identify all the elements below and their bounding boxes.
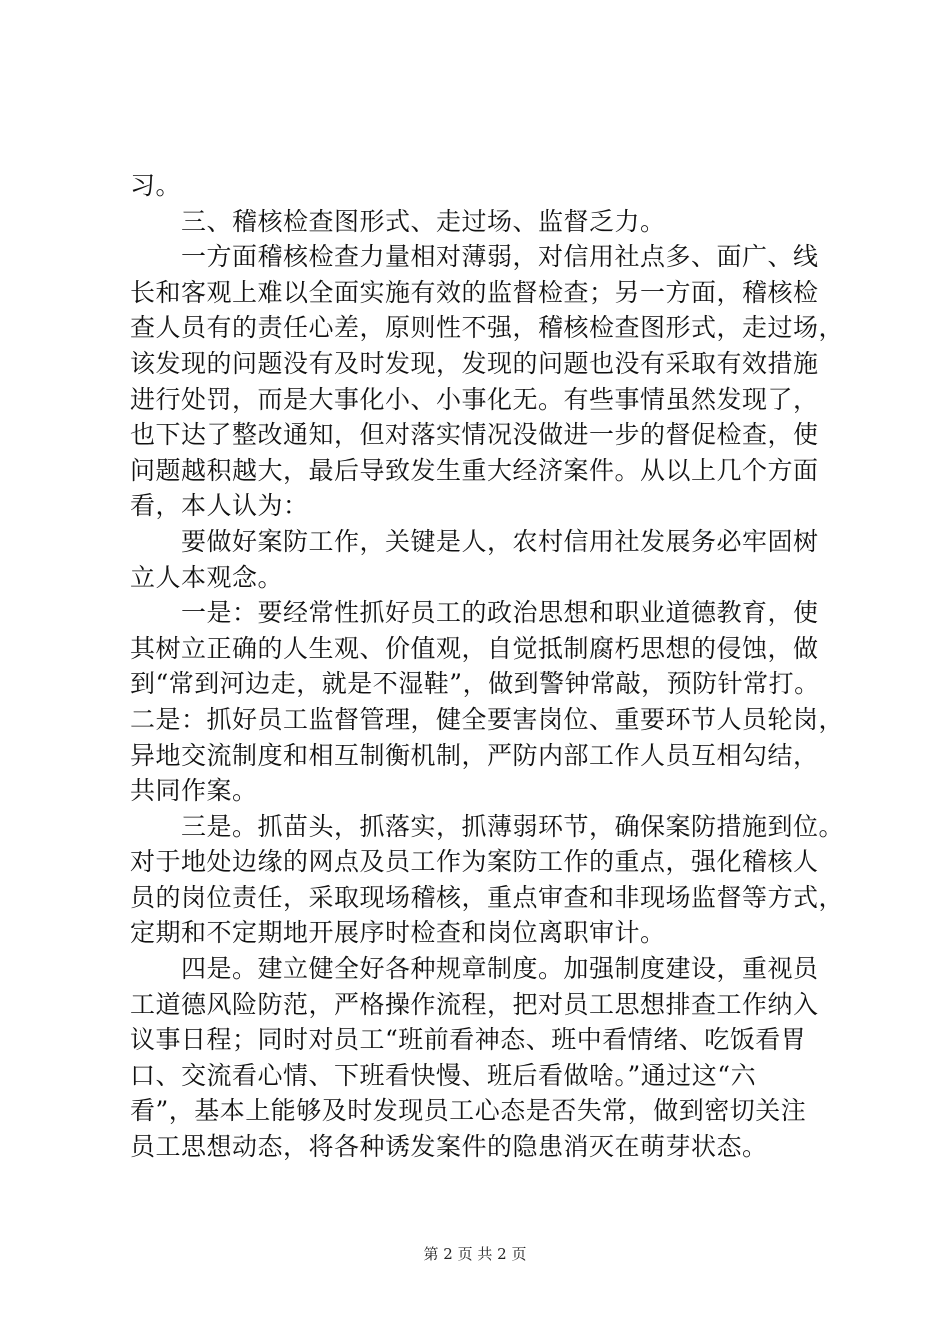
text-line: 该发现的问题没有及时发现，发现的问题也没有采取有效措施 [130, 348, 819, 378]
text-line: 也下达了整改通知，但对落实情况没做进一步的督促检查，使 [130, 420, 819, 450]
text-line: 一是：要经常性抓好员工的政治思想和职业道德教育，使 [130, 598, 819, 628]
text-line: 到“常到河边走，就是不湿鞋”，做到警钟常敲，预防针常打。 [130, 669, 820, 699]
text-line: 共同作案。 [130, 776, 258, 806]
text-line: 进行处罚，而是大事化小、小事化无。有些事情虽然发现了， [130, 384, 819, 414]
text-line: 立人本观念。 [130, 562, 284, 592]
text-line: 三是。抓苗头，抓落实，抓薄弱环节，确保案防措施到位。 [130, 811, 845, 841]
text-line: 员工思想动态，将各种诱发案件的隐患消灭在萌芽状态。 [130, 1132, 768, 1162]
text-line: 其树立正确的人生观、价值观，自觉抵制腐朽思想的侵蚀，做 [130, 633, 819, 663]
text-line: 问题越积越大，最后导致发生重大经济案件。从以上几个方面 [130, 455, 819, 485]
document-body [130, 168, 860, 1165]
text-line: 要做好案防工作，关键是人，农村信用社发展务必牢固树 [130, 526, 819, 556]
section-heading: 三、稽核检查图形式、走过场、监督乏力。 [130, 206, 666, 236]
text-line: 对于地处边缘的网点及员工作为案防工作的重点，强化稽核人 [130, 847, 819, 877]
text-line: 四是。建立健全好各种规章制度。加强制度建设，重视员 [130, 954, 819, 984]
text-line: 查人员有的责任心差，原则性不强，稽核检查图形式，走过场， [130, 313, 845, 343]
text-line: 工道德风险防范，严格操作流程，把对员工思想排查工作纳入 [130, 989, 819, 1019]
text-line: 异地交流制度和相互制衡机制，严防内部工作人员互相勾结， [130, 740, 819, 770]
text-line: 看，本人认为： [130, 491, 309, 521]
text-line: 看”，基本上能够及时发现员工心态是否失常，做到密切关注 [130, 1096, 807, 1126]
text-line: 口、交流看心情、下班看快慢、班后看做啥。”通过这“六 [130, 1060, 757, 1090]
text-line: 定期和不定期地开展序时检查和岗位离职审计。 [130, 918, 666, 948]
text-line: 长和客观上难以全面实施有效的监督检查；另一方面，稽核检 [130, 277, 819, 307]
text-line: 员的岗位责任，采取现场稽核，重点审查和非现场监督等方式， [130, 882, 845, 912]
text-line: 一方面稽核检查力量相对薄弱，对信用社点多、面广、线 [130, 242, 819, 272]
text-line: 习。 [130, 171, 182, 200]
text-line: 二是：抓好员工监督管理，健全要害岗位、重要环节人员轮岗， [130, 704, 845, 734]
page-number-footer: 第 2 页 共 2 页 [423, 1245, 527, 1263]
text-line: 议事日程；同时对员工“班前看神态、班中看情绪、吃饭看胃 [130, 1025, 807, 1055]
